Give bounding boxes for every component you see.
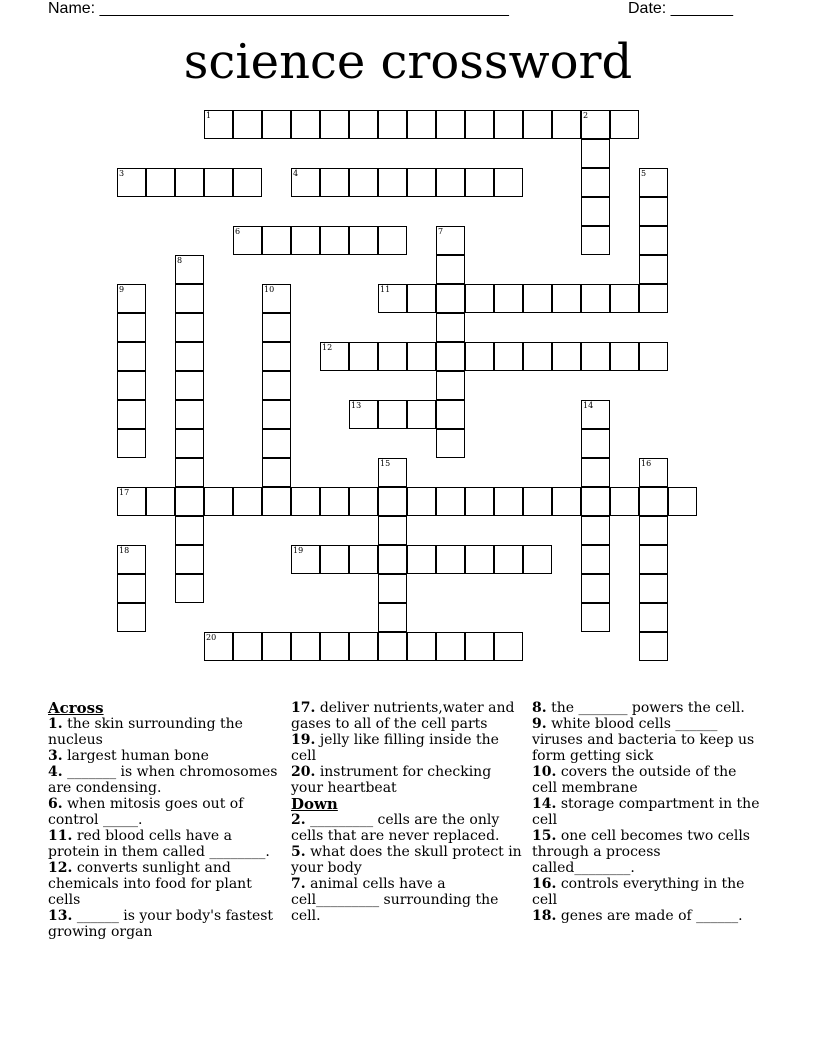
- grid-cell[interactable]: [523, 545, 552, 574]
- grid-cell[interactable]: [610, 284, 639, 313]
- clue-text: _______ is when chromosomes are condensing.: [48, 764, 278, 796]
- grid-cell[interactable]: [436, 342, 465, 371]
- grid-cell[interactable]: [639, 603, 668, 632]
- grid-cell[interactable]: [523, 342, 552, 371]
- clue-text: one cell becomes two cells through a process called________.: [532, 828, 750, 876]
- clue-number: 4.: [48, 764, 63, 780]
- grid-cell[interactable]: [117, 400, 146, 429]
- clue-number: 1.: [48, 716, 63, 732]
- grid-cell[interactable]: [494, 632, 523, 661]
- clue-number: 18.: [532, 908, 557, 924]
- grid-cell[interactable]: [581, 226, 610, 255]
- grid-cell[interactable]: [436, 255, 465, 284]
- grid-cell[interactable]: [407, 400, 436, 429]
- grid-cell[interactable]: [494, 342, 523, 371]
- grid-cell[interactable]: [262, 371, 291, 400]
- grid-cell[interactable]: [117, 429, 146, 458]
- grid-cell[interactable]: [378, 168, 407, 197]
- grid-cell[interactable]: [581, 603, 610, 632]
- clue-number-label: 9: [119, 285, 125, 294]
- clue-number: 5.: [291, 844, 306, 860]
- grid-cell[interactable]: [233, 487, 262, 516]
- clue-text: instrument for checking your heartbeat: [291, 764, 492, 796]
- clue-across: [48, 748, 280, 764]
- clue-number: 14.: [532, 796, 557, 812]
- grid-cell[interactable]: [494, 545, 523, 574]
- clue-number: 17.: [291, 700, 316, 716]
- grid-cell[interactable]: [407, 342, 436, 371]
- grid-cell[interactable]: [639, 632, 668, 661]
- down-heading: Down: [291, 795, 338, 813]
- clue-number: 3.: [48, 748, 63, 764]
- clue-number: 12.: [48, 860, 73, 876]
- clue-across: [48, 716, 280, 748]
- grid-cell[interactable]: [349, 487, 378, 516]
- grid-cell[interactable]: [175, 429, 204, 458]
- clue-number: 15.: [532, 828, 557, 844]
- grid-cell[interactable]: [639, 197, 668, 226]
- clue-text: largest human bone: [67, 748, 209, 764]
- grid-cell[interactable]: [407, 284, 436, 313]
- page-title: science crossword: [183, 34, 633, 90]
- clue-number: 6.: [48, 796, 63, 812]
- grid-cell[interactable]: [581, 458, 610, 487]
- clue-number-label: 2: [583, 111, 589, 120]
- grid-cell[interactable]: [639, 284, 668, 313]
- grid-cell[interactable]: [262, 487, 291, 516]
- grid-cell[interactable]: [349, 168, 378, 197]
- clue-number-label: 1: [206, 111, 212, 120]
- clue-across: [48, 764, 280, 796]
- grid-cell[interactable]: [175, 458, 204, 487]
- clues-column-1: [48, 700, 280, 940]
- grid-cell[interactable]: [436, 168, 465, 197]
- grid-cell[interactable]: [581, 487, 610, 516]
- grid-cell[interactable]: [378, 226, 407, 255]
- clue-down: [291, 812, 527, 844]
- clue-number-label: 20: [206, 633, 217, 642]
- clue-text: the skin surrounding the nucleus: [48, 716, 243, 748]
- grid-cell[interactable]: [494, 110, 523, 139]
- grid-cell[interactable]: [262, 342, 291, 371]
- grid-cell[interactable]: [262, 458, 291, 487]
- grid-cell[interactable]: [117, 313, 146, 342]
- grid-cell[interactable]: [494, 487, 523, 516]
- grid-cell[interactable]: [175, 371, 204, 400]
- clue-down: [532, 716, 760, 764]
- grid-cell[interactable]: [291, 487, 320, 516]
- clue-text: covers the outside of the cell membrane: [532, 764, 737, 796]
- grid-cell[interactable]: [204, 487, 233, 516]
- clue-across: [291, 764, 527, 796]
- clue-text: jelly like filling inside the cell: [291, 732, 499, 764]
- clue-number-label: 7: [438, 227, 444, 236]
- grid-cell[interactable]: [175, 284, 204, 313]
- grid-cell[interactable]: [233, 168, 262, 197]
- clue-number-label: 4: [293, 169, 299, 178]
- clue-number: 7.: [291, 876, 306, 892]
- grid-cell[interactable]: [378, 574, 407, 603]
- clue-number-label: 15: [380, 459, 391, 468]
- grid-cell[interactable]: [465, 487, 494, 516]
- clue-number: 20.: [291, 764, 316, 780]
- clue-number-label: 8: [177, 256, 183, 265]
- grid-cell[interactable]: [639, 255, 668, 284]
- grid-cell[interactable]: [320, 110, 349, 139]
- grid-cell[interactable]: [291, 632, 320, 661]
- grid-cell[interactable]: [291, 110, 320, 139]
- grid-cell[interactable]: [465, 110, 494, 139]
- grid-cell[interactable]: [349, 110, 378, 139]
- grid-cell[interactable]: [407, 110, 436, 139]
- date-field-label: Date: _______: [628, 0, 733, 17]
- grid-cell[interactable]: [262, 110, 291, 139]
- grid-cell[interactable]: [581, 516, 610, 545]
- grid-cell[interactable]: [175, 313, 204, 342]
- clue-down: [532, 828, 760, 876]
- grid-cell[interactable]: [523, 284, 552, 313]
- grid-cell[interactable]: [581, 574, 610, 603]
- grid-cell[interactable]: [407, 545, 436, 574]
- grid-cell[interactable]: [407, 168, 436, 197]
- grid-cell[interactable]: [262, 226, 291, 255]
- clue-across: [291, 700, 527, 732]
- clue-text: genes are made of ______.: [560, 908, 743, 924]
- clue-number-label: 19: [293, 546, 304, 555]
- grid-cell[interactable]: [639, 226, 668, 255]
- clue-across: [291, 732, 527, 764]
- grid-cell[interactable]: [552, 487, 581, 516]
- grid-cell[interactable]: [378, 603, 407, 632]
- grid-cell[interactable]: [639, 487, 668, 516]
- grid-cell[interactable]: [552, 284, 581, 313]
- clues-column-3: [532, 700, 760, 924]
- grid-cell[interactable]: [320, 545, 349, 574]
- clue-number: 9.: [532, 716, 547, 732]
- clue-down: [291, 844, 527, 876]
- grid-cell[interactable]: [233, 110, 262, 139]
- clue-number-label: 12: [322, 343, 333, 352]
- clue-text: storage compartment in the cell: [532, 796, 760, 828]
- grid-cell[interactable]: [581, 342, 610, 371]
- clue-text: animal cells have a cell_________ surrounding the cell.: [291, 876, 499, 924]
- clue-number: 19.: [291, 732, 316, 748]
- clue-number-label: 17: [119, 488, 130, 497]
- clue-text: converts sunlight and chemicals into food for plant cells: [48, 860, 252, 908]
- clue-down: [532, 796, 760, 828]
- grid-cell[interactable]: [668, 487, 697, 516]
- clue-number-label: 18: [119, 546, 130, 555]
- grid-cell[interactable]: [262, 632, 291, 661]
- grid-cell[interactable]: [436, 284, 465, 313]
- clue-number-label: 13: [351, 401, 362, 410]
- grid-cell[interactable]: [436, 313, 465, 342]
- clue-down: [532, 876, 760, 908]
- grid-cell[interactable]: [175, 487, 204, 516]
- clue-text: white blood cells ______ viruses and bacteria to keep us form getting sick: [532, 716, 755, 764]
- grid-cell[interactable]: [581, 545, 610, 574]
- grid-cell[interactable]: [146, 487, 175, 516]
- clue-across: [48, 828, 280, 860]
- clues-column-2: [291, 700, 527, 924]
- grid-cell[interactable]: [465, 284, 494, 313]
- grid-cell[interactable]: [581, 168, 610, 197]
- grid-cell[interactable]: [581, 284, 610, 313]
- grid-cell[interactable]: [581, 429, 610, 458]
- grid-cell[interactable]: [378, 632, 407, 661]
- clue-number-label: 16: [641, 459, 652, 468]
- grid-cell[interactable]: [320, 226, 349, 255]
- clue-number: 11.: [48, 828, 73, 844]
- grid-cell[interactable]: [349, 545, 378, 574]
- grid-cell[interactable]: [117, 371, 146, 400]
- clue-text: controls everything in the cell: [532, 876, 745, 908]
- grid-cell[interactable]: [494, 168, 523, 197]
- grid-cell[interactable]: [581, 197, 610, 226]
- clue-text: red blood cells have a protein in them called ________.: [48, 828, 270, 860]
- grid-cell[interactable]: [639, 516, 668, 545]
- grid-cell[interactable]: [465, 342, 494, 371]
- grid-cell[interactable]: [204, 168, 233, 197]
- grid-cell[interactable]: [378, 545, 407, 574]
- grid-cell[interactable]: [320, 487, 349, 516]
- clue-down: [532, 764, 760, 796]
- grid-cell[interactable]: [146, 168, 175, 197]
- clue-text: when mitosis goes out of control _____.: [48, 796, 244, 828]
- clue-across: [48, 908, 280, 940]
- grid-cell[interactable]: [407, 487, 436, 516]
- clue-down: [291, 876, 527, 924]
- grid-cell[interactable]: [610, 110, 639, 139]
- grid-cell[interactable]: [320, 168, 349, 197]
- clue-number-label: 10: [264, 285, 275, 294]
- grid-cell[interactable]: [610, 487, 639, 516]
- grid-cell[interactable]: [436, 429, 465, 458]
- clue-number: 8.: [532, 700, 547, 716]
- grid-cell[interactable]: [378, 516, 407, 545]
- clue-text: the _______ powers the cell.: [551, 700, 745, 716]
- grid-cell[interactable]: [436, 371, 465, 400]
- clue-number: 2.: [291, 812, 306, 828]
- grid-cell[interactable]: [378, 110, 407, 139]
- grid-cell[interactable]: [117, 574, 146, 603]
- grid-cell[interactable]: [262, 400, 291, 429]
- grid-cell[interactable]: [523, 487, 552, 516]
- grid-cell[interactable]: [494, 284, 523, 313]
- grid-cell[interactable]: [436, 632, 465, 661]
- clue-across: [48, 796, 280, 828]
- grid-cell[interactable]: [320, 632, 349, 661]
- clue-down: [532, 908, 760, 924]
- grid-cell[interactable]: [291, 226, 320, 255]
- grid-cell[interactable]: [639, 342, 668, 371]
- grid-cell[interactable]: [552, 110, 581, 139]
- grid-cell[interactable]: [117, 342, 146, 371]
- grid-cell[interactable]: [378, 400, 407, 429]
- grid-cell[interactable]: [117, 603, 146, 632]
- grid-cell[interactable]: [407, 632, 436, 661]
- grid-cell[interactable]: [175, 400, 204, 429]
- grid-cell[interactable]: [262, 313, 291, 342]
- grid-cell[interactable]: [349, 342, 378, 371]
- grid-cell[interactable]: [175, 168, 204, 197]
- clue-number: 10.: [532, 764, 557, 780]
- grid-cell[interactable]: [175, 574, 204, 603]
- clue-number-label: 5: [641, 169, 647, 178]
- grid-cell[interactable]: [639, 545, 668, 574]
- clue-number-label: 14: [583, 401, 594, 410]
- clue-text: _________ cells are the only cells that are never replaced.: [291, 812, 500, 844]
- clue-text: deliver nutrients,water and gases to all of the cell parts: [291, 700, 515, 732]
- grid-cell[interactable]: [610, 342, 639, 371]
- grid-cell[interactable]: [552, 342, 581, 371]
- grid-cell[interactable]: [581, 139, 610, 168]
- clue-number: 16.: [532, 876, 557, 892]
- clue-number-label: 11: [380, 285, 391, 294]
- grid-cell[interactable]: [465, 632, 494, 661]
- clue-text: ______ is your body's fastest growing organ: [48, 908, 274, 940]
- grid-cell[interactable]: [349, 632, 378, 661]
- grid-cell[interactable]: [465, 545, 494, 574]
- grid-cell[interactable]: [262, 429, 291, 458]
- grid-cell[interactable]: [233, 632, 262, 661]
- grid-cell[interactable]: [436, 487, 465, 516]
- clue-number-label: 6: [235, 227, 241, 236]
- grid-cell[interactable]: [436, 545, 465, 574]
- clue-number-label: 3: [119, 169, 125, 178]
- clue-across: [48, 860, 280, 908]
- across-heading: Across: [48, 699, 104, 717]
- grid-cell[interactable]: [349, 226, 378, 255]
- clue-down: [532, 700, 760, 716]
- grid-cell[interactable]: [378, 342, 407, 371]
- clue-text: what does the skull protect in your body: [291, 844, 522, 876]
- grid-cell[interactable]: [436, 110, 465, 139]
- grid-cell[interactable]: [436, 400, 465, 429]
- clue-number: 13.: [48, 908, 73, 924]
- grid-cell[interactable]: [639, 574, 668, 603]
- grid-cell[interactable]: [175, 516, 204, 545]
- grid-cell[interactable]: [378, 487, 407, 516]
- name-field-label: Name: ______________________________________________: [48, 0, 509, 17]
- grid-cell[interactable]: [523, 110, 552, 139]
- grid-cell[interactable]: [175, 342, 204, 371]
- grid-cell[interactable]: [175, 545, 204, 574]
- grid-cell[interactable]: [465, 168, 494, 197]
